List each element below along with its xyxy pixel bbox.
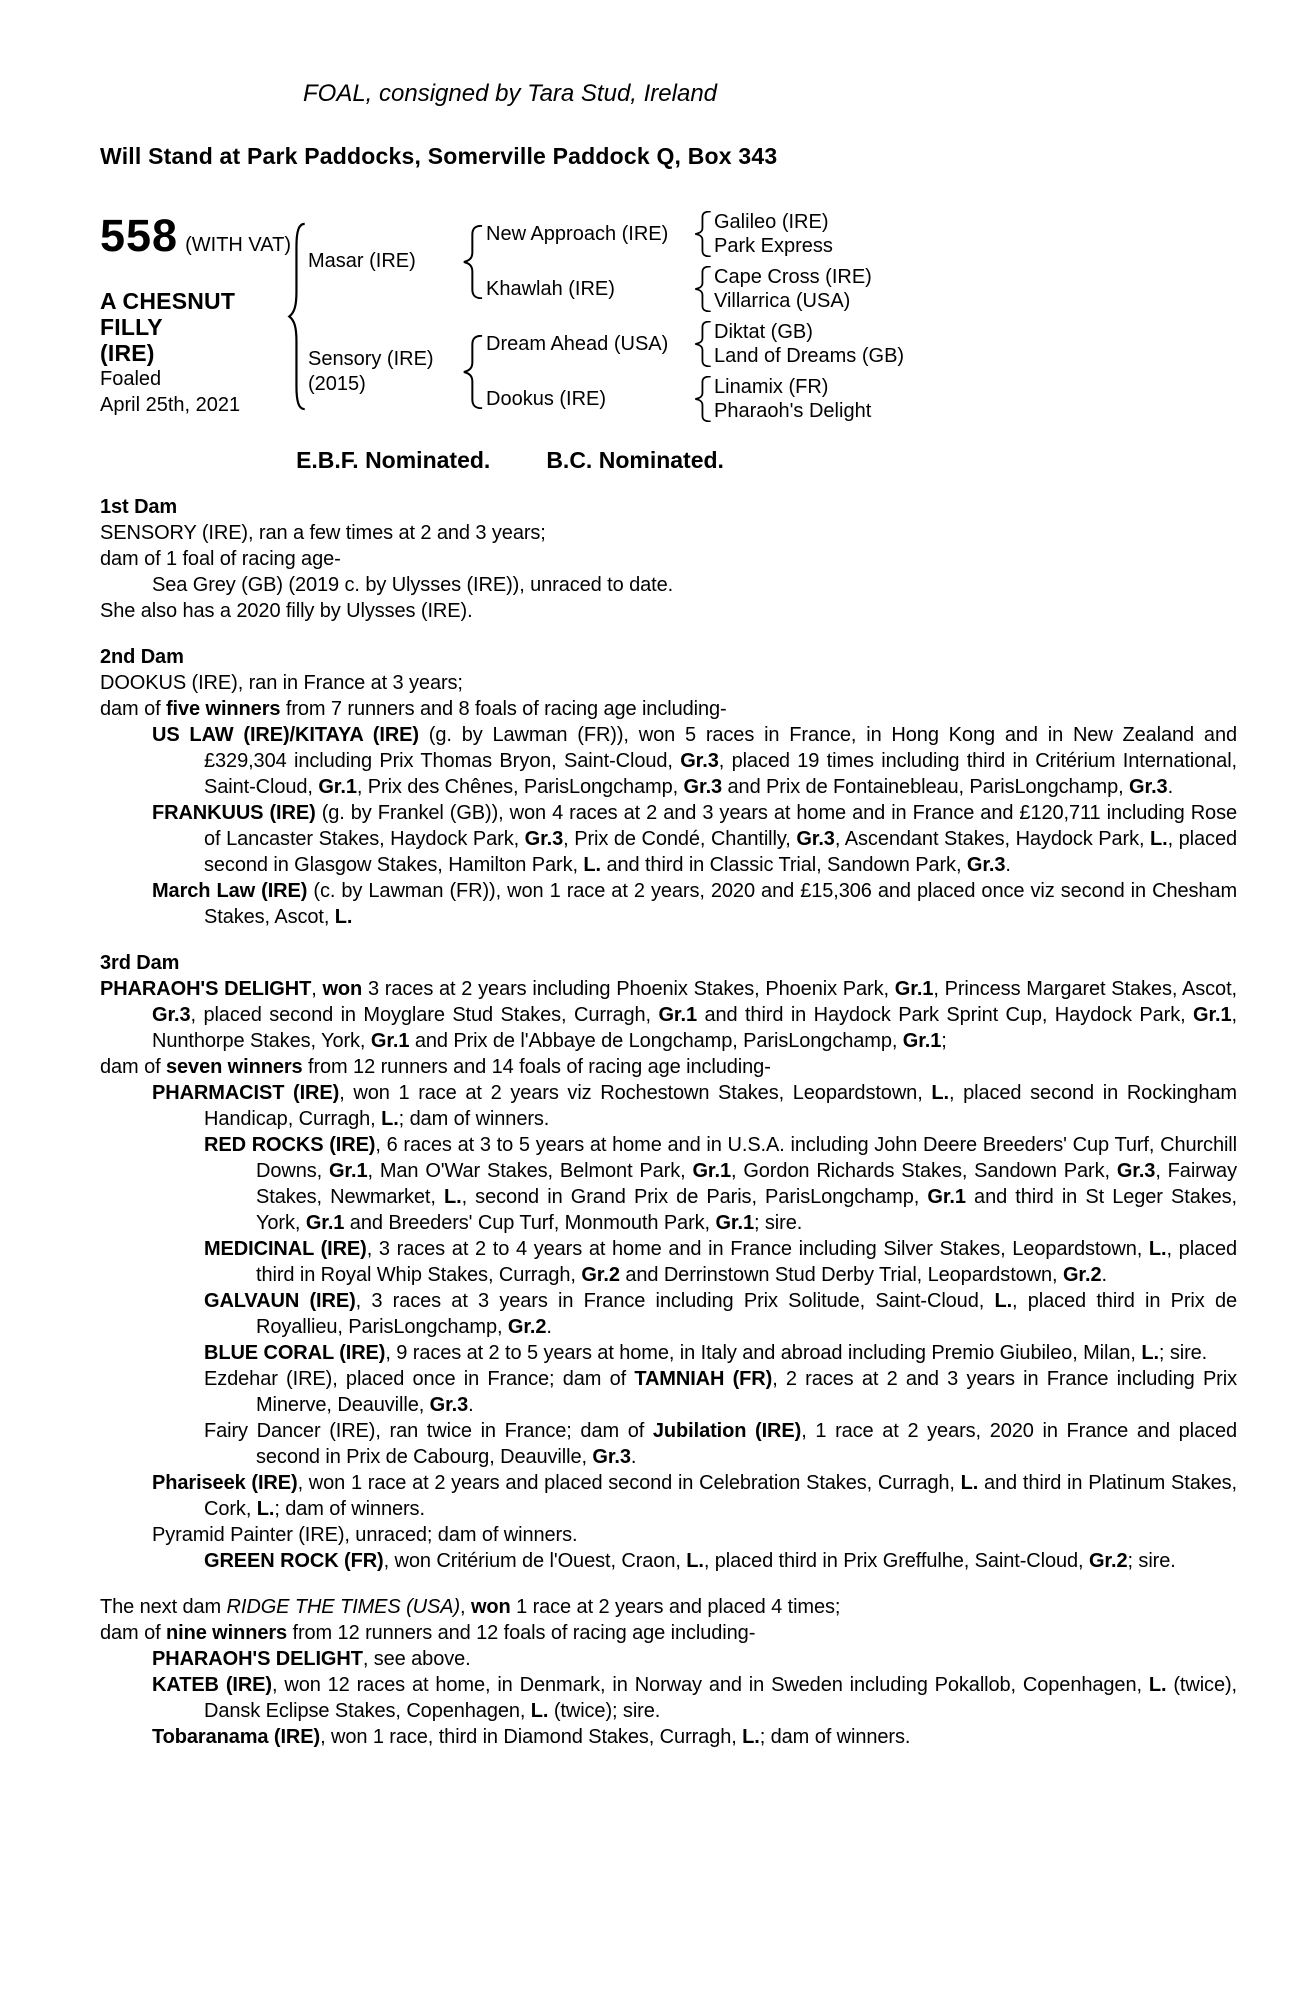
- sire-sire-sire: Galileo (IRE): [714, 211, 829, 233]
- lot-info: [100, 210, 291, 423]
- lot-line: [100, 210, 291, 262]
- nominations-line: [100, 447, 920, 474]
- pedigree-paragraph: Ezdehar (IRE), placed once in France; dam of TAMNIAH (FR), 2 races at 2 and 3 years in France including Prix Minerve, Deauville, Gr.3.: [204, 1368, 1237, 1416]
- section-heading: 2nd Dam: [100, 646, 184, 668]
- sire-sire-dam: Park Express: [714, 235, 833, 257]
- sire-name: [308, 210, 460, 313]
- pedigree-section: [100, 950, 1237, 1574]
- pedigree-brace-gen1: [286, 222, 308, 411]
- pedigree-section: [100, 1594, 1237, 1750]
- sire-dam-dam: Villarrica (USA): [714, 290, 851, 312]
- pedigree-paragraph: Sea Grey (GB) (2019 c. by Ulysses (IRE)), unraced to date.: [152, 574, 674, 596]
- foaled-date: April 25th, 2021: [100, 394, 241, 416]
- pedigree-brace-gen3: [692, 211, 714, 257]
- lot-number: 558: [100, 210, 179, 261]
- section-heading: 3rd Dam: [100, 952, 180, 974]
- dam-dam-dam: Pharaoh's Delight: [714, 400, 872, 422]
- pedigree-brace-gen2: [460, 335, 486, 409]
- pedigree-paragraph: Tobaranama (IRE), won 1 race, third in Diamond Stakes, Curragh, L.; dam of winners.: [152, 1726, 911, 1748]
- pedigree-paragraph: She also has a 2020 filly by Ulysses (IRE).: [100, 600, 473, 622]
- dam-year-text: (2015): [308, 372, 366, 395]
- pedigree-paragraph: DOOKUS (IRE), ran in France at 3 years;: [100, 672, 463, 694]
- horse-name-line2: (IRE): [100, 340, 155, 366]
- horse-name: [100, 288, 286, 366]
- sire-sire-name: New Approach (IRE): [486, 222, 669, 245]
- bc-nomination: B.C. Nominated.: [546, 447, 724, 473]
- ebf-nomination: E.B.F. Nominated.: [296, 447, 491, 473]
- dam-sire-dam: Land of Dreams (GB): [714, 345, 905, 367]
- pedigree-paragraph: dam of five winners from 7 runners and 8 foals of racing age including-: [100, 698, 727, 720]
- dam-dam-branch: [486, 375, 904, 423]
- sire-dam-sire: Cape Cross (IRE): [714, 266, 872, 288]
- sire-branch: [308, 210, 904, 313]
- pedigree-paragraph: March Law (IRE) (c. by Lawman (FR)), won 1 race at 2 years, 2020 and £15,306 and placed once viz second in Chesham Stakes, Ascot, L.: [152, 880, 1238, 928]
- pedigree-paragraph: Phariseek (IRE), won 1 race at 2 years and placed second in Celebration Stakes, Curragh, L. and third in Platinum Stakes, Cork, L.; dam of winners.: [152, 1472, 1237, 1520]
- pedigree-paragraph: KATEB (IRE), won 12 races at home, in Denmark, in Norway and in Sweden including Pokallob, Copenhagen, L. (twice), Dansk Eclipse Stakes, Copenhagen, L. (twice); sire.: [152, 1674, 1237, 1722]
- pedigree-paragraph: PHARMACIST (IRE), won 1 race at 2 years viz Rochestown Stakes, Leopardstown, L., placed second in Rockingham Handicap, Curragh, L.; dam of winners.: [152, 1082, 1237, 1130]
- pedigree-paragraph: SENSORY (IRE), ran a few times at 2 and 3 years;: [100, 522, 546, 544]
- pedigree-brace-gen3: [692, 266, 714, 312]
- pedigree-section: [100, 494, 1237, 624]
- sire-dam-branch: [486, 265, 872, 313]
- pedigree-brace-gen3: [692, 321, 714, 367]
- dam-sire-sire: Diktat (GB): [714, 321, 813, 343]
- pedigree-paragraph: Fairy Dancer (IRE), ran twice in France; dam of Jubilation (IRE), 1 race at 2 years, 2020 in France and placed second in Prix de Cabourg, Deauville, Gr.3.: [204, 1420, 1237, 1468]
- pedigree-paragraph: dam of nine winners from 12 runners and 12 foals of racing age including-: [100, 1622, 756, 1644]
- dam-name-text: Sensory (IRE): [308, 347, 434, 370]
- lot-vat: (WITH VAT): [185, 234, 291, 256]
- dam-dam-name: Dookus (IRE): [486, 387, 607, 410]
- pedigree-block: [100, 210, 1237, 423]
- dam-sire-name: Dream Ahead (USA): [486, 332, 669, 355]
- pedigree-paragraph: RED ROCKS (IRE), 6 races at 3 to 5 years at home and in U.S.A. including John Deere Breeders' Cup Turf, Churchill Downs, Gr.1, Man O'War Stakes, Belmont Park, Gr.1, Gordon Richards Stakes, Sandown Park, Gr.3, Fairway Stakes, Newmarket, L., second in Grand Prix de Paris, ParisLongchamp, Gr.1 and third in St Leger Stakes, York, Gr.1 and Breeders' Cup Turf, Monmouth Park, Gr.1; sire.: [204, 1134, 1237, 1234]
- page-title: FOAL, consigned by Tara Stud, Ireland: [302, 80, 718, 107]
- pedigree-tree: [308, 210, 904, 423]
- pedigree-paragraph: PHARAOH'S DELIGHT, won 3 races at 2 years including Phoenix Stakes, Phoenix Park, Gr.1, Princess Margaret Stakes, Ascot, Gr.3, placed second in Moyglare Stud Stakes, Curragh, Gr.1 and third in Haydock Park Sprint Cup, Haydock Park, Gr.1, Nunthorpe Stakes, York, Gr.1 and Prix de l'Abbaye de Longchamp, ParisLongchamp, Gr.1;: [100, 978, 1238, 1052]
- foaled-label: Foaled: [100, 368, 162, 390]
- pedigree-paragraph: MEDICINAL (IRE), 3 races at 2 to 4 years at home and in France including Silver Stakes, Leopardstown, L., placed third in Royal Whip Stakes, Curragh, Gr.2 and Derrinstown Stud Derby Trial, Leopardstown, Gr.2.: [204, 1238, 1238, 1286]
- pedigree-paragraph: GALVAUN (IRE), 3 races at 3 years in France including Prix Solitude, Saint-Cloud, L., placed third in Prix de Royallieu, ParisLongchamp, Gr.2.: [204, 1290, 1237, 1338]
- dam-sire-branch: [486, 320, 904, 368]
- pedigree-brace-gen3: [692, 376, 714, 422]
- sire-name-text: Masar (IRE): [308, 250, 416, 272]
- pedigree-section: [100, 644, 1237, 930]
- stand-line: Will Stand at Park Paddocks, Somerville Paddock Q, Box 343: [100, 143, 778, 169]
- pedigree-paragraph: Pyramid Painter (IRE), unraced; dam of winners.: [152, 1524, 578, 1546]
- pedigree-paragraph: US LAW (IRE)/KITAYA (IRE) (g. by Lawman (FR)), won 5 races in France, in Hong Kong and in New Zealand and £329,304 including Prix Thomas Bryon, Saint-Cloud, Gr.3, placed 19 times including third in Critérium International, Saint-Cloud, Gr.1, Prix des Chênes, ParisLongchamp, Gr.3 and Prix de Fontainebleau, ParisLongchamp, Gr.3.: [152, 724, 1238, 798]
- pedigree-paragraph: PHARAOH'S DELIGHT, see above.: [152, 1648, 471, 1670]
- pedigree-paragraph: dam of 1 foal of racing age-: [100, 548, 341, 570]
- dam-name: [308, 320, 460, 423]
- sire-dam-name: Khawlah (IRE): [486, 277, 615, 300]
- dam-branch: [308, 320, 904, 423]
- section-heading: 1st Dam: [100, 496, 178, 518]
- dam-dam-sire: Linamix (FR): [714, 376, 829, 398]
- pedigree-paragraph: FRANKUUS (IRE) (g. by Frankel (GB)), won 4 races at 2 and 3 years at home and in France and £120,711 including Rose of Lancaster Stakes, Haydock Park, Gr.3, Prix de Condé, Chantilly, Gr.3, Ascendant Stakes, Haydock Park, L., placed second in Glasgow Stakes, Hamilton Park, L. and third in Classic Trial, Sandown Park, Gr.3.: [152, 802, 1237, 876]
- pedigree-paragraph: The next dam RIDGE THE TIMES (USA), won 1 race at 2 years and placed 4 times;: [100, 1596, 841, 1618]
- pedigree-brace-gen2: [460, 225, 486, 299]
- catalogue-sections: [100, 494, 1237, 1750]
- horse-name-line1: A CHESNUT FILLY: [100, 288, 236, 340]
- pedigree-paragraph: dam of seven winners from 12 runners and 14 foals of racing age including-: [100, 1056, 771, 1078]
- pedigree-paragraph: BLUE CORAL (IRE), 9 races at 2 to 5 years at home, in Italy and abroad including Premio Giubileo, Milan, L.; sire.: [204, 1342, 1208, 1364]
- sire-sire-branch: [486, 210, 872, 258]
- pedigree-paragraph: GREEN ROCK (FR), won Critérium de l'Ouest, Craon, L., placed third in Prix Greffulhe, Saint-Cloud, Gr.2; sire.: [204, 1550, 1176, 1572]
